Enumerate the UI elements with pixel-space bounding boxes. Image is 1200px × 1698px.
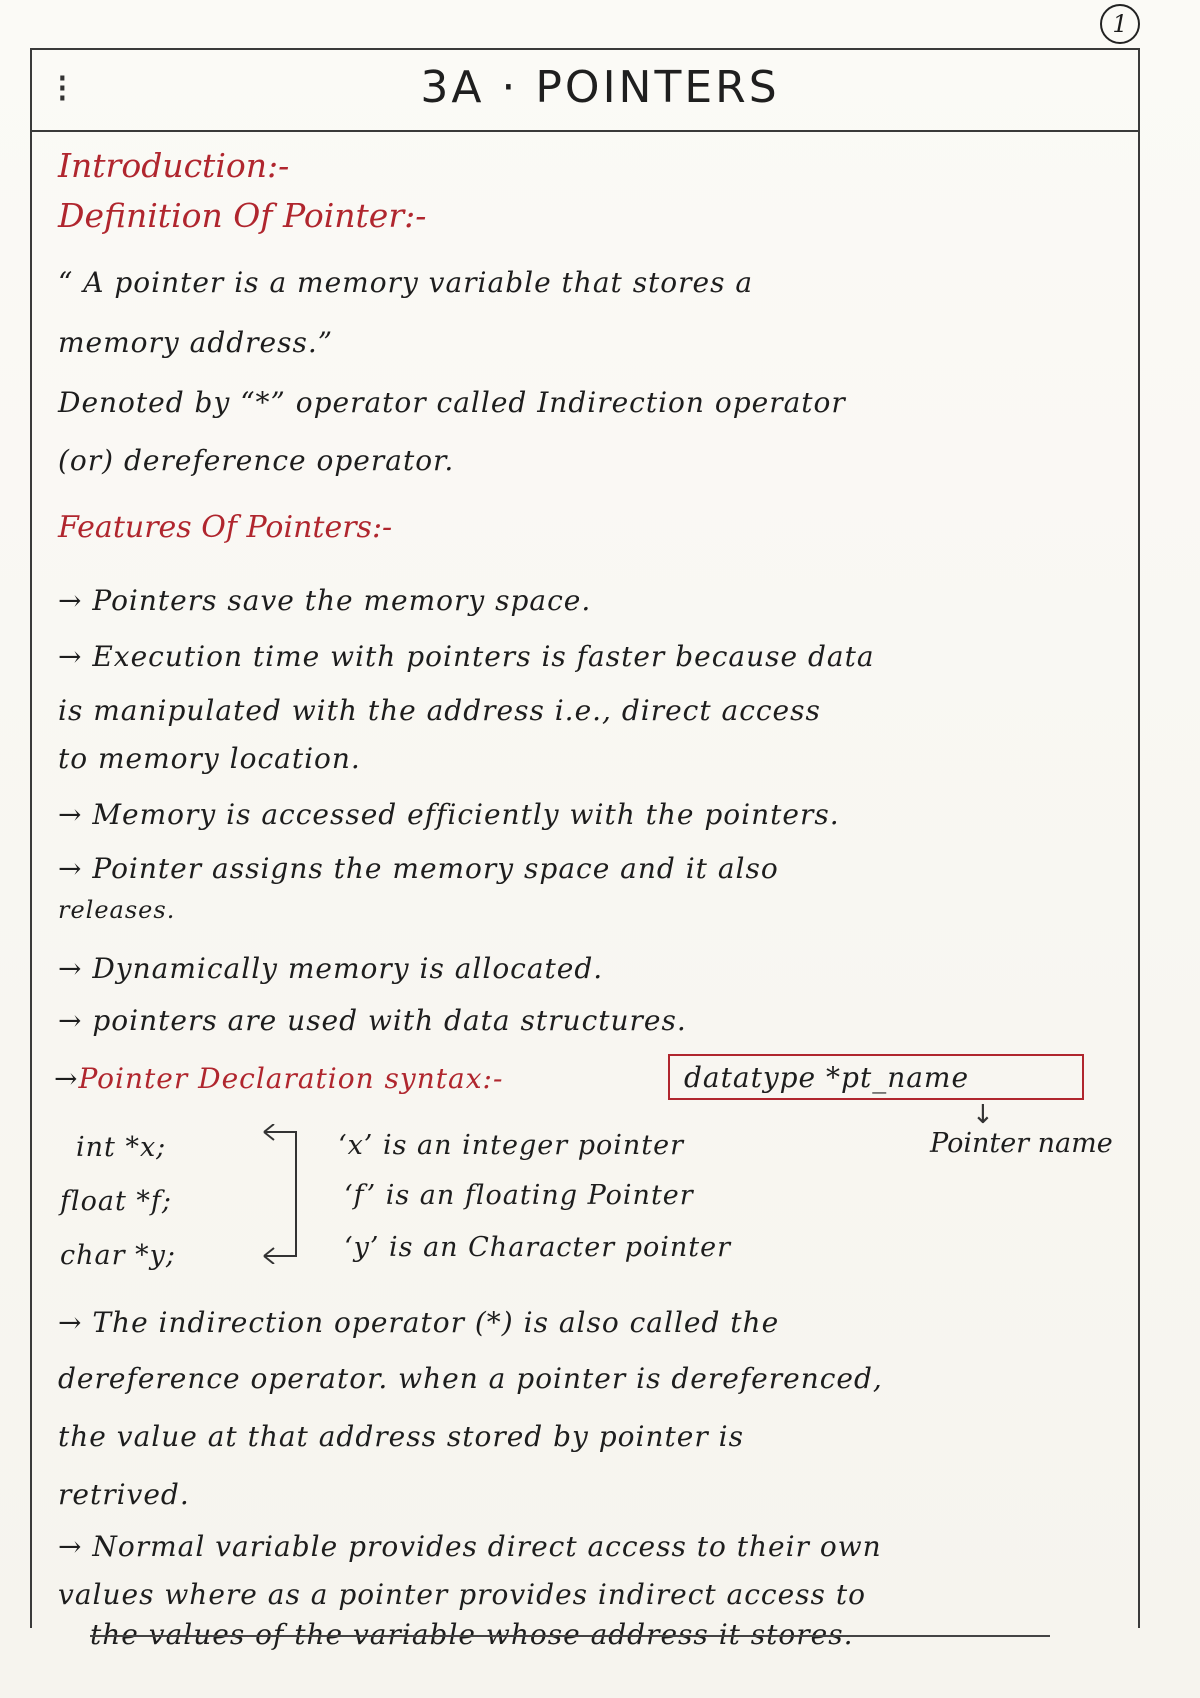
definition-line: (or) dereference operator. [58,444,455,477]
code-line: float *f; [60,1186,173,1217]
declaration-description: ‘f’ is an floating Pointer [344,1180,694,1211]
page-title: 3A · POINTERS [420,62,780,113]
declaration-description: ‘x’ is an integer pointer [338,1130,685,1161]
title-divider [30,130,1138,132]
feature-line: is manipulated with the address i.e., direct access [58,694,821,727]
definition-heading: Definition Of Pointer:- [58,196,427,235]
margin-mark: ⁝ [56,66,69,112]
normal-variable-line: the values of the variable whose address it stores. [90,1618,854,1651]
definition-line: “ A pointer is a memory variable that stores a [58,266,754,299]
arrow-down-icon: ↓ [972,1100,994,1130]
definition-line: memory address.” [58,326,334,359]
declaration-label-line [54,1062,503,1095]
arrow-glyph: → [54,1062,79,1095]
syntax-box: datatype *pt_name [668,1054,1084,1100]
bracket-icon [260,1124,300,1264]
normal-variable-line: → Normal variable provides direct access to their own [58,1530,882,1563]
page-frame-left [30,48,32,1628]
page-number: 1 [1100,4,1140,44]
feature-line: → pointers are used with data structures. [58,1004,687,1037]
indirection-line: the value at that address stored by pointer is [58,1420,744,1453]
indirection-line: retrived. [58,1478,190,1511]
feature-line: to memory location. [58,742,361,775]
feature-line: releases. [58,896,176,924]
features-heading: Features Of Pointers:- [58,510,393,545]
declaration-label: Pointer Declaration syntax:- [78,1062,504,1095]
introduction-heading: Introduction:- [58,146,290,185]
normal-variable-line: values where as a pointer provides indirect access to [58,1578,866,1611]
code-line: char *y; [60,1240,176,1271]
definition-line: Denoted by “*” operator called Indirection operator [58,386,846,419]
underline [90,1635,1050,1637]
indirection-line: dereference operator. when a pointer is dereferenced, [58,1362,883,1395]
feature-line: → Pointers save the memory space. [58,584,592,617]
page-frame-right [1138,48,1140,1628]
page-frame-top [30,48,1138,50]
code-line: int *x; [76,1132,167,1163]
feature-line: → Memory is accessed efficiently with the pointers. [58,798,840,831]
declaration-description: ‘y’ is an Character pointer [344,1232,732,1263]
feature-line: → Dynamically memory is allocated. [58,952,604,985]
indirection-line: → The indirection operator (*) is also called the [58,1306,780,1339]
feature-line: → Execution time with pointers is faster because data [58,640,875,673]
feature-line: → Pointer assigns the memory space and it also [58,852,779,885]
pointer-name-label: Pointer name [930,1128,1113,1159]
